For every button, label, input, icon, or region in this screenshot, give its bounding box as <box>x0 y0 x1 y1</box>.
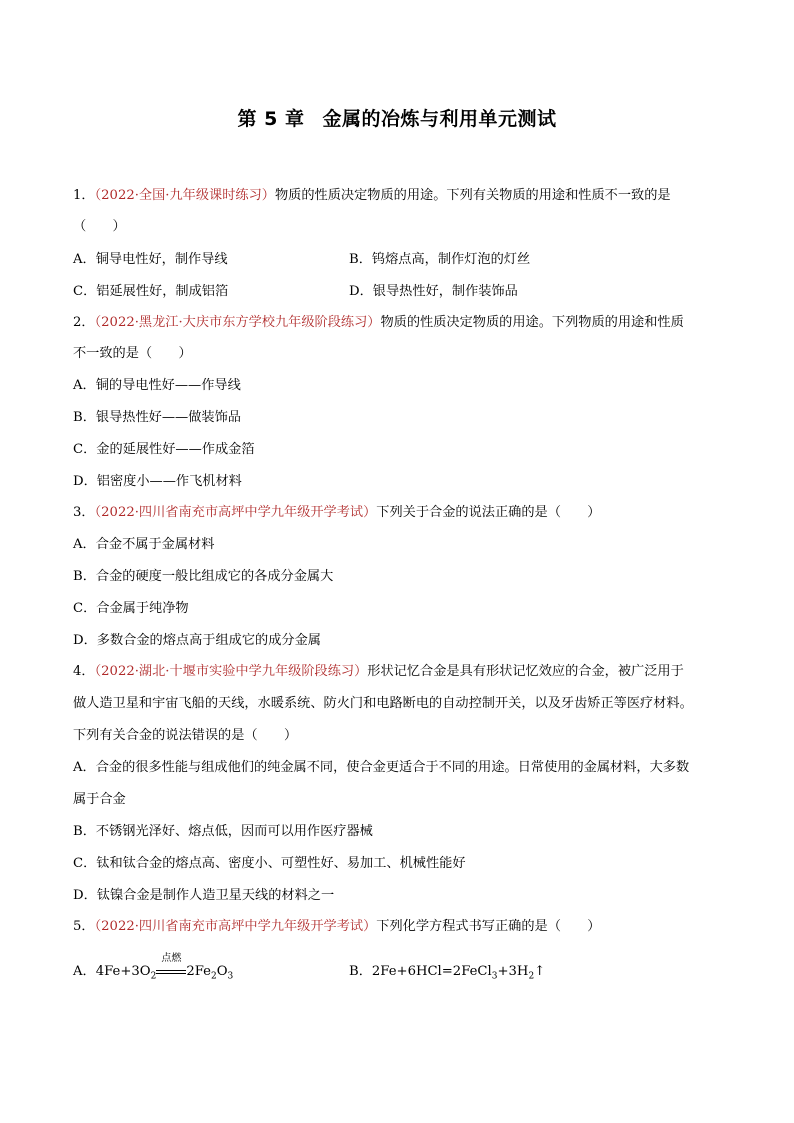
q2-text-2: 不一致的是（ ） <box>73 346 192 361</box>
q3-option-b: B．合金的硬度一般比组成它的各成分金属大 <box>73 569 334 584</box>
q5-stem <box>73 918 600 936</box>
q4-text-1: 形状记忆合金是具有形状记忆效应的合金，被广泛用于 <box>367 664 684 679</box>
q1-option-c: C．铝延展性好，制成铝箔 <box>73 284 229 299</box>
q3-stem <box>73 504 600 522</box>
q5-option-b <box>349 963 545 986</box>
q3-option-a: A．合金不属于金属材料 <box>73 537 215 552</box>
q5-option-b-sub1: 3 <box>491 971 498 982</box>
q2-source: （2022·黑龙江·大庆市东方学校九年级阶段练习） <box>94 315 381 330</box>
q4-option-a-1: A．合金的很多性能与组成他们的纯金属不同，使合金更适合于不同的用途。日常使用的金属材料，大多数 <box>73 760 690 775</box>
q5-option-a-rhs-sub1: 2 <box>210 971 217 982</box>
q2-stem <box>73 314 684 332</box>
equals-sign-icon <box>156 970 186 974</box>
q5-option-a-rhs: 2Fe <box>186 964 211 979</box>
q4-option-c: C．钛和钛合金的熔点高、密度小、可塑性好、易加工、机械性能好 <box>73 856 466 871</box>
q5-option-b-sub2: 2 <box>528 971 535 982</box>
q4-source: （2022·湖北·十堰市实验中学九年级阶段练习） <box>94 664 368 679</box>
q4-number: 4． <box>73 664 95 679</box>
q3-option-c: C．合金属于纯净物 <box>73 601 189 616</box>
q1-option-b: B．钨熔点高，制作灯泡的灯丝 <box>349 252 531 267</box>
q2-option-b: B．银导热性好——做装饰品 <box>73 410 241 425</box>
q1-text: 物质的性质决定物质的用途。下列有关物质的用途和性质不一致的是 <box>275 188 671 203</box>
q5-option-a-rhs-mid: O <box>216 964 228 979</box>
q5-option-a <box>73 953 234 986</box>
q5-option-a-lhs: 4Fe+3O <box>95 964 151 979</box>
q1-stem <box>73 187 671 205</box>
q5-option-a-condition: 点燃 <box>161 953 182 964</box>
q5-option-b-text2: +3H <box>497 964 529 979</box>
q2-option-c: C．金的延展性好——作成金箔 <box>73 442 255 457</box>
q5-option-b-text1: 2Fe+6HCl=2FeCl <box>371 964 492 979</box>
q2-number: 2． <box>73 315 95 330</box>
q2-text-1: 物质的性质决定物质的用途。下列物质的用途和性质 <box>380 315 684 330</box>
q4-option-a-2: 属于合金 <box>73 792 126 807</box>
q5-option-b-label: B． <box>349 964 372 979</box>
q4-stem <box>73 663 684 681</box>
q4-option-b: B．不锈钢光泽好、熔点低，因而可以用作医疗器械 <box>73 824 373 839</box>
q3-option-d: D．多数合金的熔点高于组成它的成分金属 <box>73 633 321 648</box>
page-title <box>0 104 794 131</box>
q1-blank: （ ） <box>73 219 126 234</box>
q2-option-a: A．铜的导电性好——作导线 <box>73 378 241 393</box>
q5-option-a-reaction-sign <box>156 953 186 981</box>
title-chapter: 第 5 章 <box>237 108 305 130</box>
title-text: 金属的冶炼与利用单元测试 <box>322 108 557 130</box>
q1-option-d: D．银导热性好，制作装饰品 <box>349 284 518 299</box>
q1-source: （2022·全国·九年级课时练习） <box>94 188 275 203</box>
q2-option-d: D．铝密度小——作飞机材料 <box>73 474 242 489</box>
q4-text-2: 做人造卫星和宇宙飞船的天线，水暖系统、防火门和电路断电的自动控制开关，以及牙齿矫正等医疗材料。 <box>73 696 693 711</box>
up-arrow-icon: ↑ <box>534 964 546 979</box>
q4-option-d: D．钛镍合金是制作人造卫星天线的材料之一 <box>73 888 335 903</box>
q4-text-3: 下列有关合金的说法错误的是（ ） <box>73 728 298 743</box>
q5-option-a-lhs-sub: 2 <box>150 971 157 982</box>
q1-number: 1． <box>73 188 95 203</box>
q5-source: （2022·四川省南充市高坪中学九年级开学考试） <box>94 919 377 934</box>
q5-option-a-label: A． <box>73 964 96 979</box>
q5-number: 5． <box>73 919 95 934</box>
q5-text: 下列化学方程式书写正确的是（ ） <box>376 919 601 934</box>
q5-option-a-rhs-sub2: 3 <box>227 971 234 982</box>
q1-option-a: A．铜导电性好，制作导线 <box>73 252 228 267</box>
q3-text: 下列关于合金的说法正确的是（ ） <box>376 505 601 520</box>
q3-number: 3． <box>73 505 95 520</box>
q3-source: （2022·四川省南充市高坪中学九年级开学考试） <box>94 505 377 520</box>
